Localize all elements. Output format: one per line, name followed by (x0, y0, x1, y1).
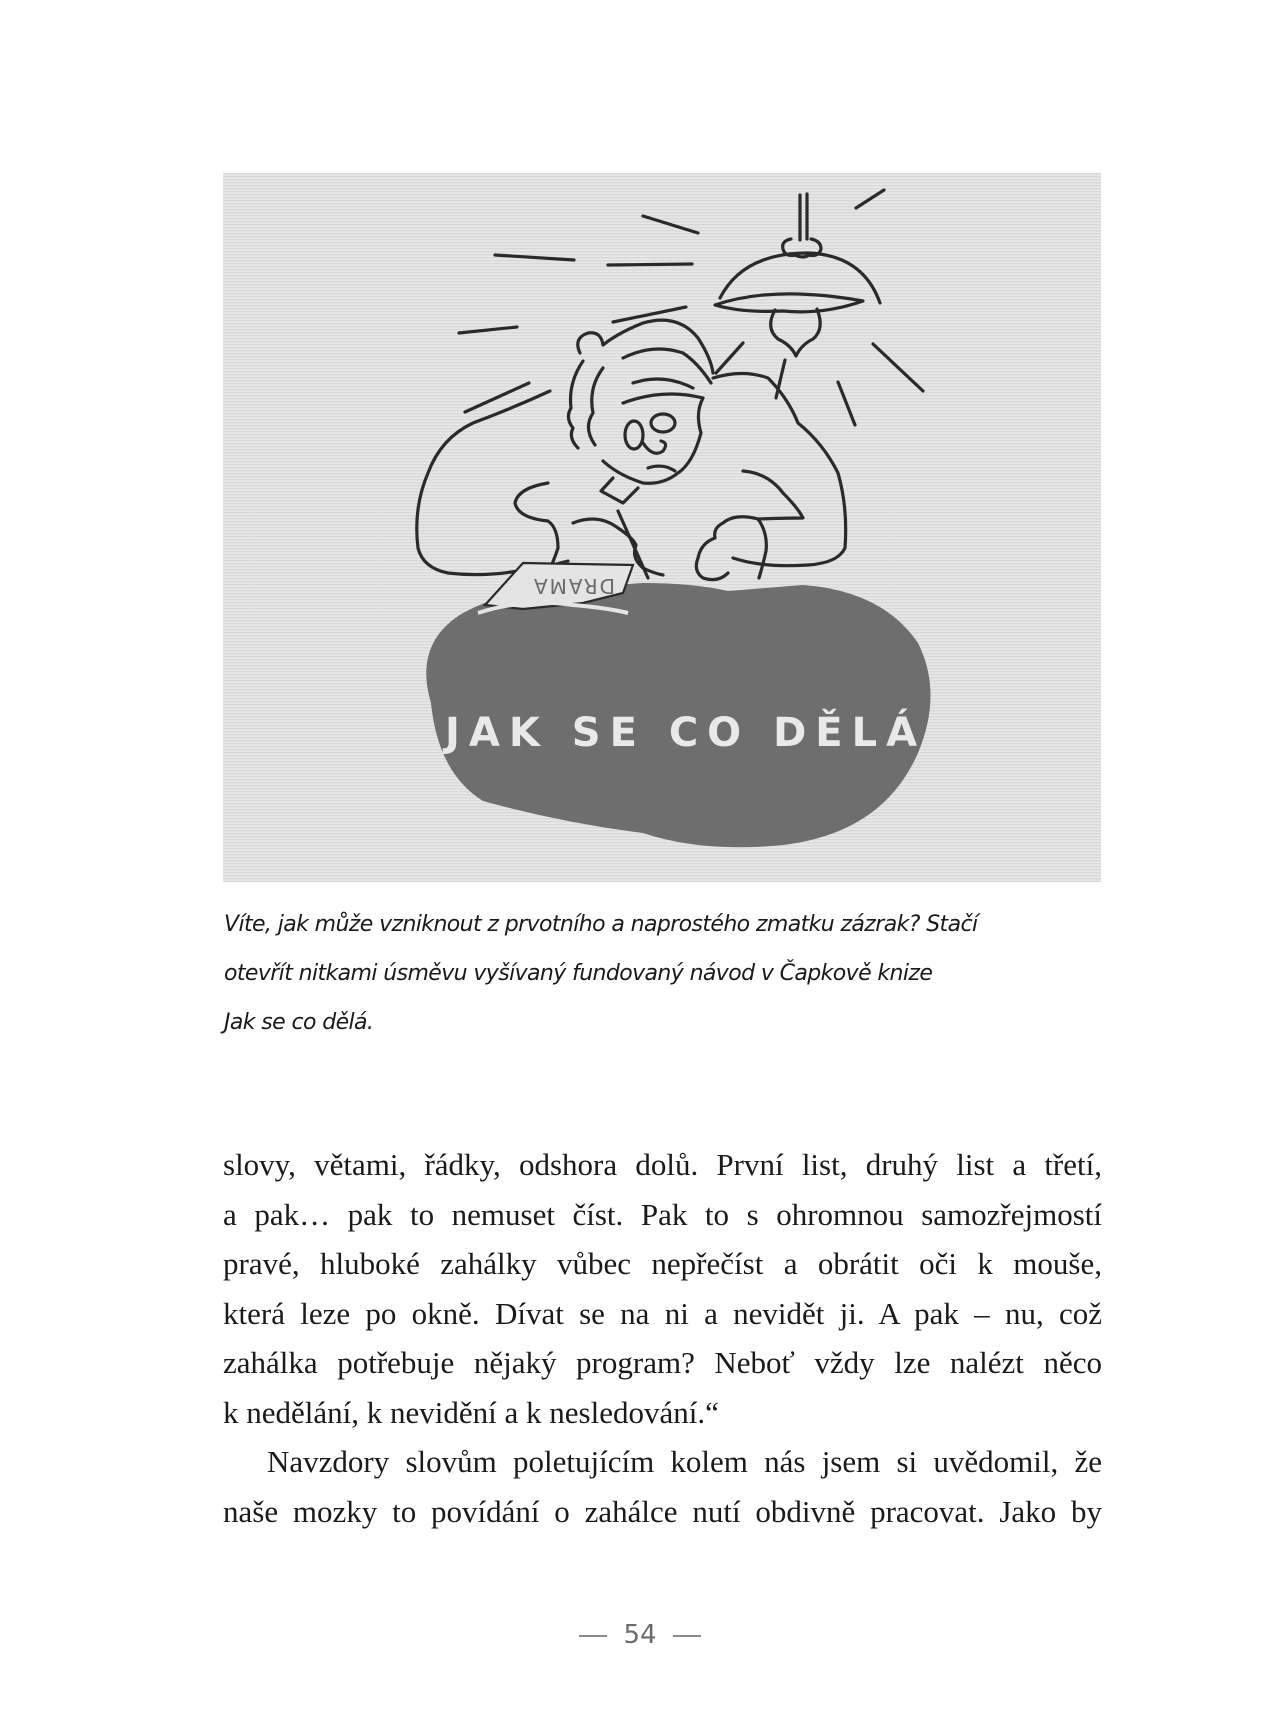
light-ray (608, 264, 692, 265)
caption-line: otevřít nitkami úsměvu vyšívaný fundovaný návod v Čapkově knize (224, 961, 933, 986)
book-label: DRAMA (531, 574, 615, 598)
body-line: naše mozky to povídání o zahálce nutí obdivně pracovat. Jako by (223, 1493, 1102, 1529)
page-number-footer (0, 1620, 1280, 1650)
collar (601, 478, 638, 503)
folio-dash-right (673, 1635, 701, 1637)
light-ray (465, 383, 529, 412)
mouth (648, 466, 675, 471)
light-ray (873, 344, 923, 391)
hair-strand (623, 349, 711, 383)
hair-left (568, 361, 583, 448)
cover-illustration (223, 173, 1101, 882)
light-ray (643, 216, 698, 233)
body-line: k nedělání, k nevidění a k nesledování.“ (223, 1394, 719, 1430)
light-ray (459, 327, 517, 333)
light-ray (495, 255, 574, 260)
hair-strand (588, 368, 603, 445)
cover-title: JAK SE CO DĚLÁ (445, 710, 927, 756)
hanging-lamp (715, 194, 880, 356)
body-text (223, 1140, 1102, 1536)
writing-man-figure (417, 320, 846, 580)
left-arm (515, 483, 558, 573)
glasses-left (625, 421, 643, 449)
face-outline (603, 398, 703, 483)
right-forearm (758, 519, 766, 578)
body-line: která leze po okně. Dívat se na ni a nevidět ji. A pak – nu, což (223, 1295, 1102, 1331)
hair-outline (578, 320, 713, 373)
lamp-rim (715, 294, 863, 312)
body-line: a pak… pak to nemuset číst. Pak to s ohromnou samozřejmostí (223, 1196, 1102, 1232)
hair-strand (633, 379, 693, 388)
light-rays (459, 190, 923, 425)
right-shoulder (713, 374, 846, 566)
right-fist (696, 517, 758, 580)
caption-line: Jak se co dělá. (224, 1010, 374, 1035)
light-ray (613, 307, 686, 322)
figure-caption (224, 900, 1104, 1047)
light-ray (856, 190, 884, 208)
illustration-drawing (223, 173, 1101, 882)
page-number: 54 (623, 1620, 657, 1650)
lamp-bulb (771, 309, 821, 356)
light-ray (838, 382, 855, 425)
hair-strand (623, 394, 703, 403)
body-line: slovy, větami, řádky, odshora dolů. První list, druhý list a třetí, (223, 1147, 1102, 1182)
right-arm-crease (743, 471, 803, 519)
folio-dash-left (579, 1635, 607, 1637)
body-line-paragraph-start: Navzdory slovům poletujícím kolem nás jsem si uvědomil, že (267, 1444, 1102, 1479)
body-line: pravé, hluboké zahálky vůbec nepřečíst a obrátit oči k mouše, (223, 1246, 1102, 1281)
nose (643, 441, 666, 453)
body-line: zahálka potřebuje nějaký program? Neboť vždy lze nalézt něco (223, 1345, 1102, 1380)
light-ray (716, 343, 743, 373)
glasses-right (651, 414, 675, 432)
caption-line: Víte, jak může vzniknout z prvotního a naprostého zmatku zázrak? Stačí (224, 912, 978, 937)
